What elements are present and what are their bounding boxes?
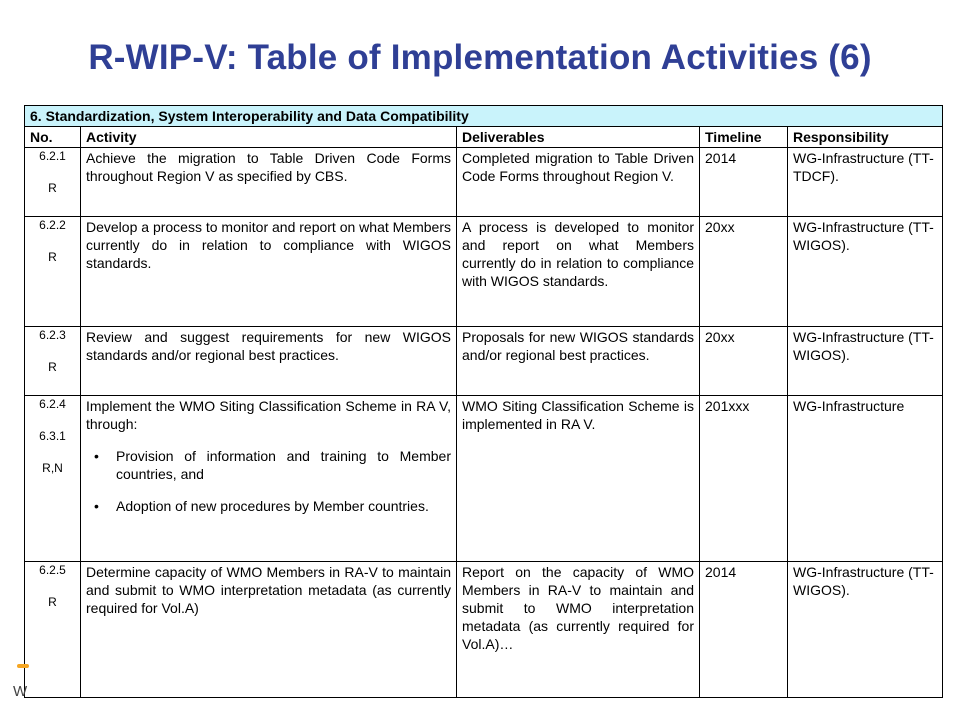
activity-code-secondary: 6.3.1: [39, 429, 66, 443]
responsibility-cell: WG-Infrastructure (TT-WIGOS).: [788, 327, 943, 396]
row-number-cell: [25, 562, 81, 698]
col-header-responsibility: Responsibility: [788, 127, 943, 148]
col-header-deliverables: Deliverables: [457, 127, 700, 148]
activity-cell: Achieve the migration to Table Driven Code Forms throughout Region V as specified by CBS.: [81, 148, 457, 217]
bullet-icon: •: [94, 498, 99, 514]
slide-title: R-WIP-V: Table of Implementation Activities (6): [88, 38, 872, 77]
table-row: [25, 396, 943, 562]
deliverables-cell: Proposals for new WIGOS standards and/or regional best practices.: [457, 327, 700, 396]
list-item: [94, 497, 451, 515]
table-row: [25, 217, 943, 327]
activity-tag: R: [48, 595, 57, 609]
activity-cell: [81, 396, 457, 562]
row-number-cell: [25, 148, 81, 217]
bullet-text: Adoption of new procedures by Member countries.: [116, 498, 429, 514]
activity-code: 6.2.2: [39, 218, 66, 232]
timeline-cell: 201xxx: [700, 396, 788, 562]
activity-text: Implement the WMO Siting Classification Scheme in RA V, through:: [86, 398, 451, 432]
bullet-icon: •: [94, 448, 99, 464]
deliverables-cell: WMO Siting Classification Scheme is implemented in RA V.: [457, 396, 700, 562]
row-number-cell: [25, 396, 81, 562]
list-item: [94, 447, 451, 483]
row-number-cell: [25, 327, 81, 396]
activity-cell: Determine capacity of WMO Members in RA-V to maintain and submit to WMO interpretation metadata (as currently required for Vol.A): [81, 562, 457, 698]
section-title: 6. Standardization, System Interoperability and Data Compatibility: [25, 106, 943, 127]
activity-code: 6.2.4: [39, 397, 66, 411]
timeline-cell: 20xx: [700, 217, 788, 327]
table-row: [25, 327, 943, 396]
activity-tag: R: [48, 360, 57, 374]
col-header-timeline: Timeline: [700, 127, 788, 148]
activity-bullet-list: [86, 447, 451, 515]
activity-code: 6.2.3: [39, 328, 66, 342]
deliverables-cell: Report on the capacity of WMO Members in RA-V to maintain and submit to WMO interpretation metadata (as currently required for Vol.A)…: [457, 562, 700, 698]
responsibility-cell: WG-Infrastructure: [788, 396, 943, 562]
orange-accent-mark: [17, 664, 29, 668]
responsibility-cell: WG-Infrastructure (TT-WIGOS).: [788, 217, 943, 327]
timeline-cell: 2014: [700, 562, 788, 698]
activity-tag: R,N: [42, 461, 63, 475]
activity-cell: Review and suggest requirements for new WIGOS standards and/or regional best practices.: [81, 327, 457, 396]
activity-cell: Develop a process to monitor and report on what Members currently do in relation to compliance with WIGOS standards.: [81, 217, 457, 327]
col-header-no: No.: [25, 127, 81, 148]
table-row: [25, 562, 943, 698]
activity-tag: R: [48, 181, 57, 195]
timeline-cell: 20xx: [700, 327, 788, 396]
timeline-cell: 2014: [700, 148, 788, 217]
responsibility-cell: WG-Infrastructure (TT-WIGOS).: [788, 562, 943, 698]
footer-letter: W: [13, 683, 28, 700]
activity-code: 6.2.1: [39, 149, 66, 163]
bullet-text: Provision of information and training to Member countries, and: [116, 448, 451, 482]
responsibility-cell: WG-Infrastructure (TT-TDCF).: [788, 148, 943, 217]
col-header-activity: Activity: [81, 127, 457, 148]
deliverables-cell: A process is developed to monitor and report on what Members currently do in relation to compliance with WIGOS standards.: [457, 217, 700, 327]
column-header-row: [25, 127, 943, 148]
row-number-cell: [25, 217, 81, 327]
deliverables-cell: Completed migration to Table Driven Code Forms throughout Region V.: [457, 148, 700, 217]
implementation-activities-table: [24, 105, 943, 698]
activity-code: 6.2.5: [39, 563, 66, 577]
activity-tag: R: [48, 250, 57, 264]
table-row: [25, 148, 943, 217]
section-header-row: [25, 106, 943, 127]
